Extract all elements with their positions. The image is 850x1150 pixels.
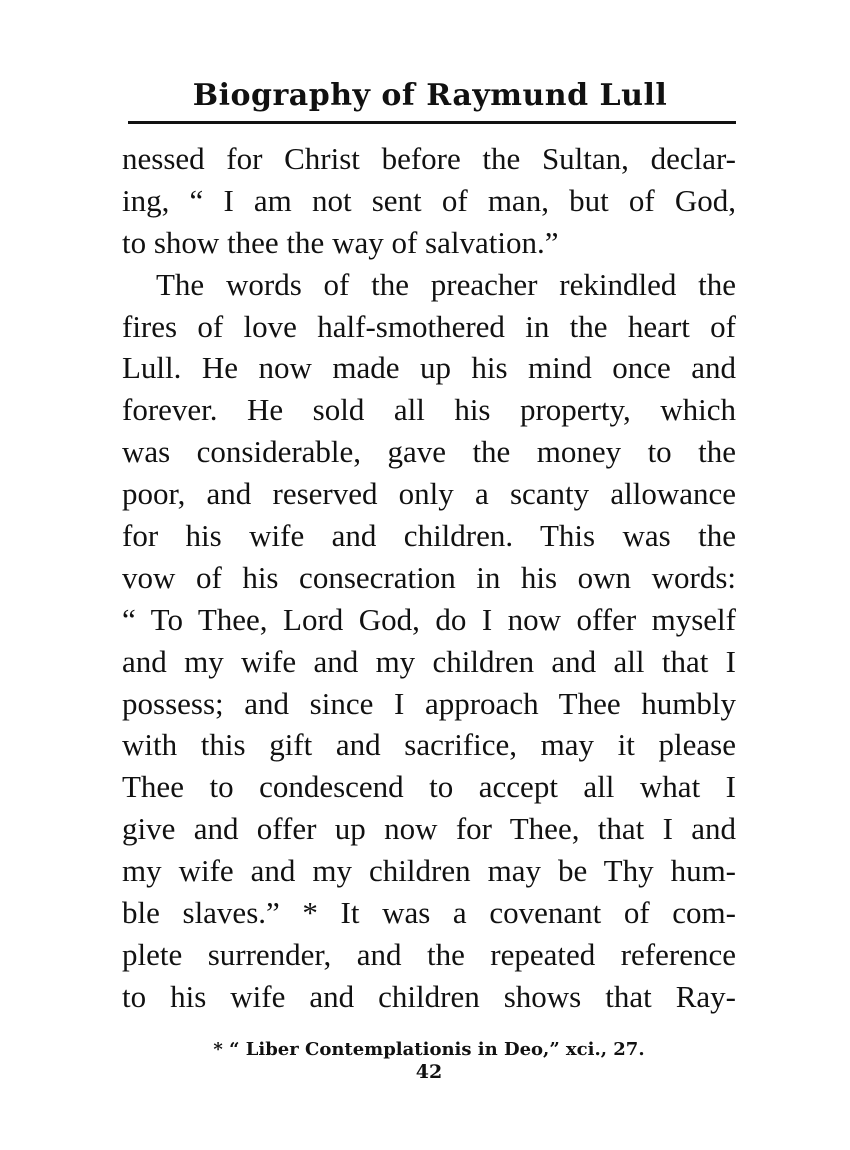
text-line: with this gift and sacrifice, may it please	[122, 727, 736, 763]
text-line: plete surrender, and the repeated reference	[122, 936, 736, 972]
body-text	[122, 138, 736, 1018]
text-line: vow of his consecration in his own words:	[122, 559, 736, 595]
text-line: forever. He sold all his property, which	[122, 392, 736, 428]
text-line: to show thee the way of salvation.”	[122, 224, 559, 260]
text-line: ble slaves.” * It was a covenant of com-	[122, 895, 736, 931]
running-head: Biography of Raymund Lull	[192, 78, 668, 113]
text-line: possess; and since I approach Thee humbly	[122, 685, 736, 721]
text-line: poor, and reserved only a scanty allowance	[122, 476, 736, 512]
text-line: and my wife and my children and all that I	[122, 643, 736, 679]
text-line: nessed for Christ before the Sultan, declar-	[122, 141, 736, 176]
text-line: ing, “ I am not sent of man, but of God,	[122, 182, 736, 218]
page-number: 42	[415, 1061, 443, 1083]
text-line: for his wife and children. This was the	[122, 518, 736, 554]
text-line: give and offer up now for Thee, that I and	[122, 811, 736, 847]
text-line: “ To Thee, Lord God, do I now offer myself	[122, 601, 736, 637]
text-line: to his wife and children shows that Ray-	[122, 978, 736, 1014]
text-line: Lull. He now made up his mind once and	[122, 350, 736, 386]
text-line: was considerable, gave the money to the	[122, 434, 736, 470]
text-line: The words of the preacher rekindled the	[156, 266, 736, 302]
footnote: * “ Liber Contemplationis in Deo,” xci., 27.	[213, 1039, 645, 1060]
header-rule	[128, 121, 736, 124]
text-line: Thee to condescend to accept all what I	[122, 769, 736, 805]
text-line: my wife and my children may be Thy hum-	[122, 853, 736, 889]
text-line: fires of love half-smothered in the heart of	[122, 308, 736, 344]
